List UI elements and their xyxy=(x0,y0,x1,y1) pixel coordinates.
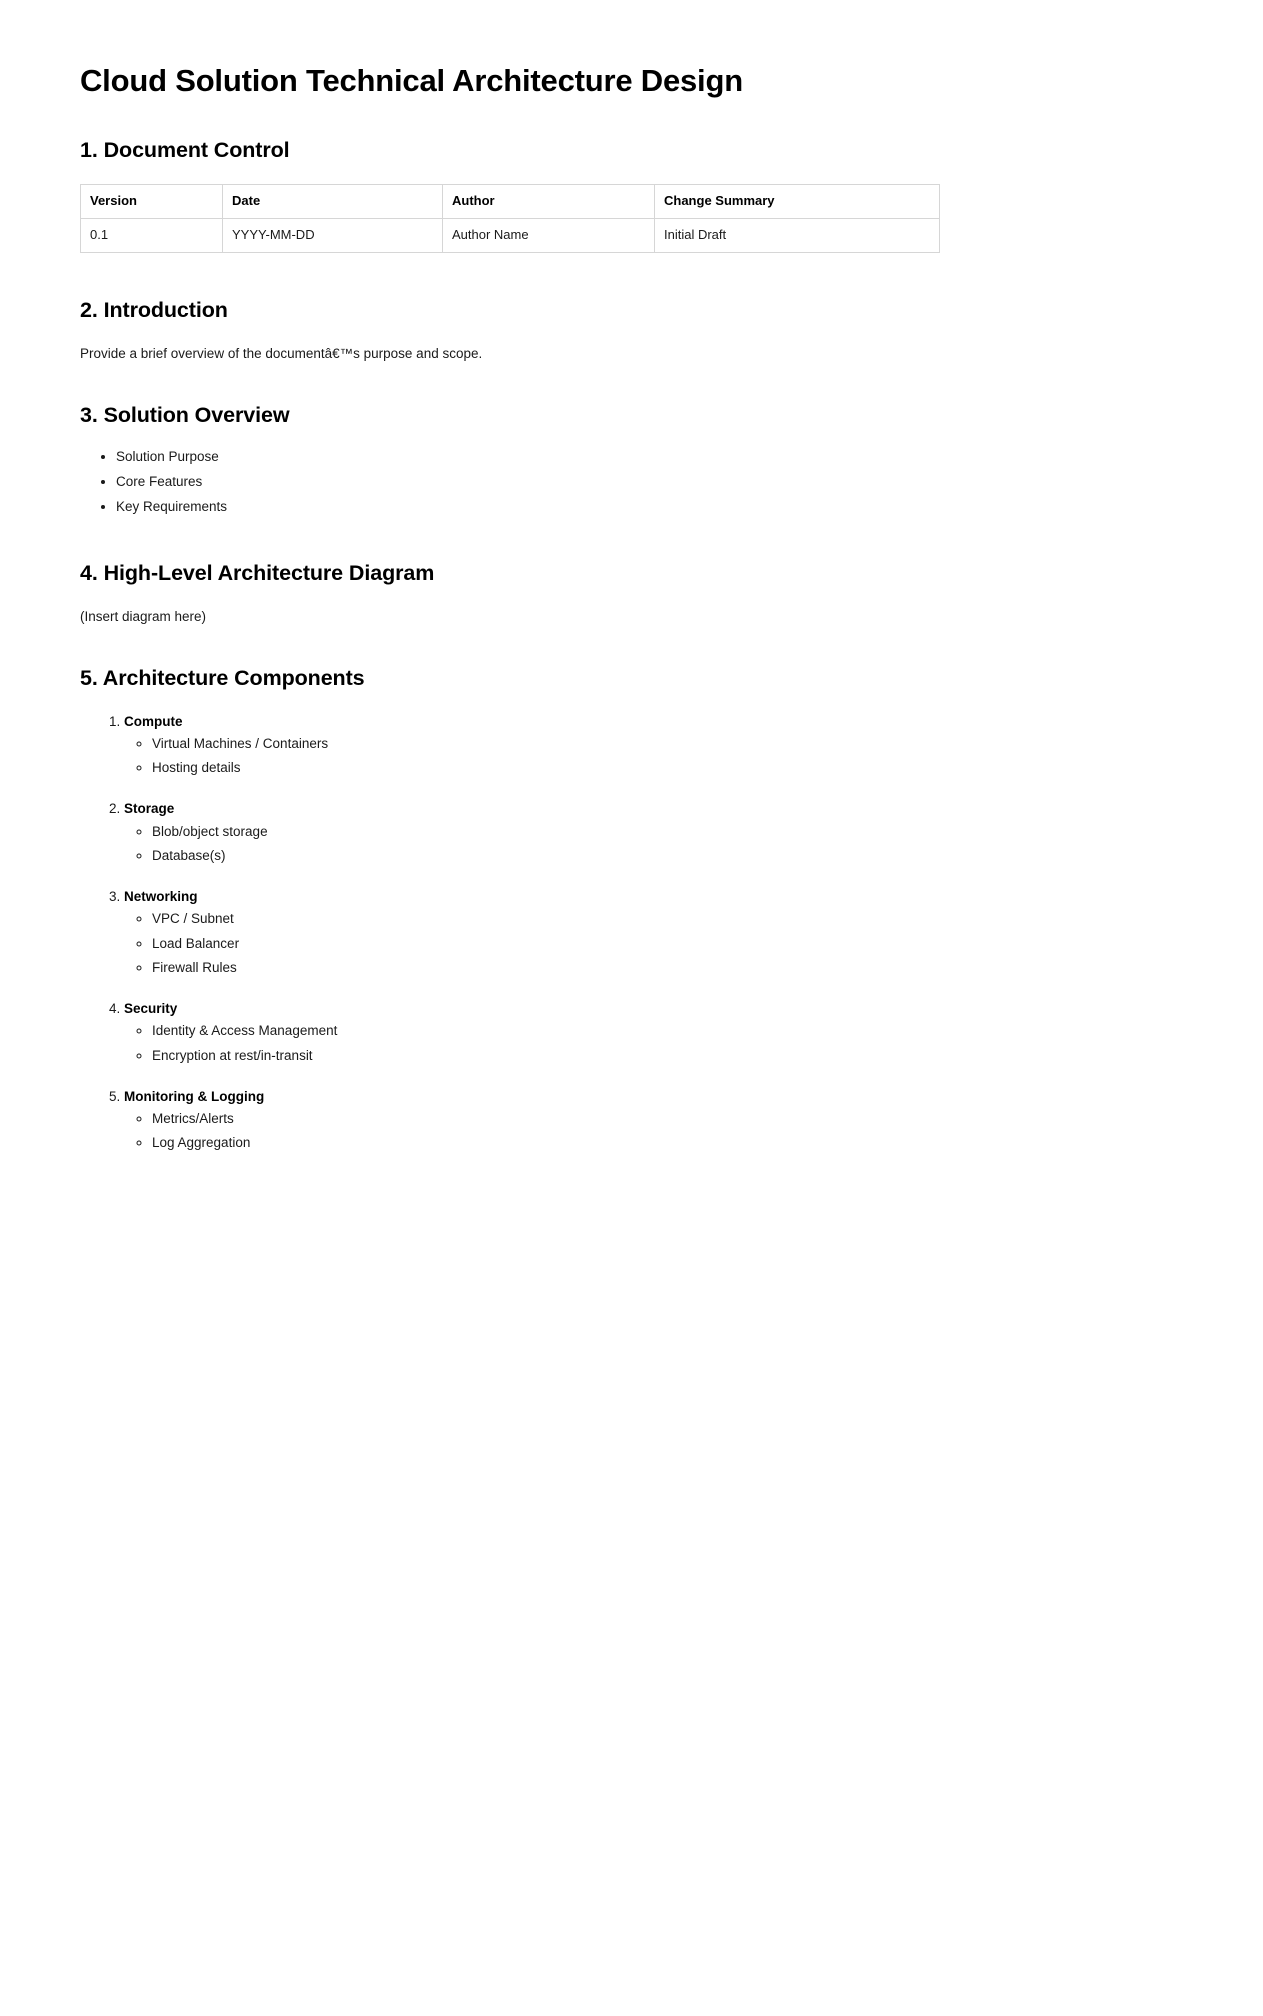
sub-list xyxy=(124,909,1183,978)
spacer xyxy=(80,627,1183,665)
sub-list xyxy=(124,1109,1183,1154)
spacer xyxy=(80,692,1183,712)
list-item xyxy=(124,887,1183,978)
sub-list xyxy=(124,1021,1183,1066)
table-header-row xyxy=(81,185,940,219)
sub-list-item: ◦ VPC / Subnet xyxy=(152,909,1183,929)
list-item-label: Networking xyxy=(124,889,198,905)
column-header-change-summary: Change Summary xyxy=(655,185,940,219)
sub-list-item: ◦ Log Aggregation xyxy=(152,1133,1183,1153)
list-item-label: Security xyxy=(124,1001,178,1017)
list-item xyxy=(124,999,1183,1066)
list-item-label: Monitoring & Logging xyxy=(124,1088,265,1104)
sub-list xyxy=(124,822,1183,867)
list-item xyxy=(124,1087,1183,1154)
page-title: Cloud Solution Technical Architecture Design xyxy=(80,63,743,98)
sub-list-item: ◦ Virtual Machines / Containers xyxy=(152,734,1183,754)
sub-list-item: ◦ Encryption at rest/in-transit xyxy=(152,1046,1183,1066)
table-row xyxy=(81,218,940,252)
list-item-label: Compute xyxy=(124,713,183,729)
sub-list-item: ◦ Hosting details xyxy=(152,758,1183,778)
spacer xyxy=(80,99,1183,137)
introduction-body-text: Provide a brief overview of the documentâ€™s purpose and scope. xyxy=(80,345,483,361)
sub-list-item: ◦ Load Balancer xyxy=(152,934,1183,954)
spacer xyxy=(80,364,1183,402)
section-heading-architecture-diagram: 4. High-Level Architecture Diagram xyxy=(80,560,435,585)
spacer xyxy=(80,429,1183,447)
spacer xyxy=(80,587,1183,607)
list-item: • Solution Purpose xyxy=(116,447,1183,467)
column-header-author: Author xyxy=(443,185,655,219)
spacer xyxy=(80,324,1183,344)
list-item-label: Storage xyxy=(124,801,175,817)
list-item xyxy=(124,799,1183,866)
sub-list xyxy=(124,734,1183,779)
cell-author: Author Name xyxy=(443,218,655,252)
spacer xyxy=(80,522,1183,560)
section-heading-document-control: 1. Document Control xyxy=(80,138,290,163)
architecture-components-list xyxy=(80,712,1183,1154)
column-header-date: Date xyxy=(223,185,443,219)
document-control-table xyxy=(80,184,940,253)
solution-overview-list xyxy=(80,447,1183,517)
cell-date: YYYY-MM-DD xyxy=(223,218,443,252)
cell-change-summary: Initial Draft xyxy=(655,218,940,252)
list-item: • Core Features xyxy=(116,472,1183,492)
section-heading-introduction: 2. Introduction xyxy=(80,297,228,322)
cell-version: 0.1 xyxy=(81,218,223,252)
section-heading-architecture-components: 5. Architecture Components xyxy=(80,665,365,690)
sub-list-item: ◦ Database(s) xyxy=(152,846,1183,866)
diagram-placeholder-text: (Insert diagram here) xyxy=(80,608,207,624)
sub-list-item: ◦ Blob/object storage xyxy=(152,822,1183,842)
section-heading-solution-overview: 3. Solution Overview xyxy=(80,402,290,427)
sub-list-item: ◦ Identity & Access Management xyxy=(152,1021,1183,1041)
list-item xyxy=(124,712,1183,779)
sub-list-item: ◦ Metrics/Alerts xyxy=(152,1109,1183,1129)
column-header-version: Version xyxy=(81,185,223,219)
list-item: • Key Requirements xyxy=(116,497,1183,517)
sub-list-item: ◦ Firewall Rules xyxy=(152,958,1183,978)
spacer xyxy=(80,253,1183,297)
spacer xyxy=(80,164,1183,184)
